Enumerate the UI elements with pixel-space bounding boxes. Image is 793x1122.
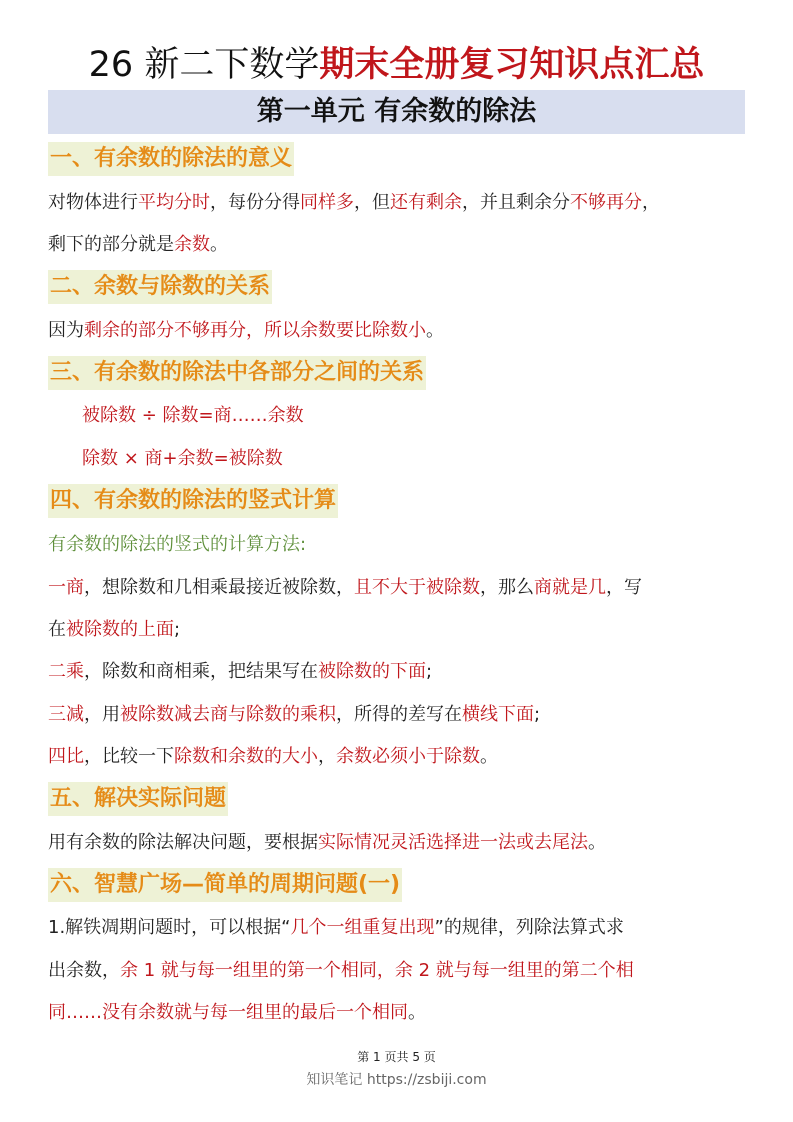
highlight-span: 还有剩余 <box>390 192 462 213</box>
section-4-line-4 <box>48 701 540 729</box>
text-span: 。 <box>480 746 498 767</box>
section-4-line-2 <box>48 616 180 644</box>
text-span: 1.解铁凋期问题时，可以根据“ <box>48 917 291 938</box>
title-prefix: 26 新二下数学 <box>88 45 320 85</box>
section-1-line-2 <box>48 231 228 259</box>
text-span: ，所得的差写在 <box>336 704 462 725</box>
highlight-span: 剩余的部分不够再分，所以余数要比除数小 <box>84 320 426 341</box>
text-span: 对物体进行 <box>48 192 138 213</box>
highlight-span: 平均分时 <box>138 192 210 213</box>
text-span: 在 <box>48 619 66 640</box>
section-4-line-1 <box>48 574 642 602</box>
method-intro: 有余数的除法的竖式的计算方法: <box>48 534 307 555</box>
highlight-span: 二乘 <box>48 661 84 682</box>
text-span: ; <box>426 661 433 682</box>
text-span: 剩下的部分就是 <box>48 234 174 255</box>
text-span: ，用 <box>84 704 120 725</box>
title-highlight: 期末全册复习知识点汇总 <box>319 45 705 85</box>
highlight-span: 余数必须小于除数 <box>336 746 480 767</box>
text-span: 。 <box>408 1002 426 1023</box>
highlight-span: 余数 <box>174 234 210 255</box>
section-4-line-3 <box>48 658 432 686</box>
section-heading-5: 五、解决实际问题 <box>48 782 228 816</box>
highlight-span: 三减 <box>48 704 84 725</box>
text-span: ，除数和商相乘，把结果写在 <box>84 661 318 682</box>
highlight-span: 余 1 就与每一组里的第一个相同，余 2 就与每一组里的第二个相 <box>120 960 634 981</box>
formula-2: 除数 × 商+余数=被除数 <box>82 448 283 469</box>
section-heading-6: 六、智慧广场—简单的周期问题(一) <box>48 868 402 902</box>
section-2-line-1 <box>48 317 444 345</box>
text-span: ，每份分得 <box>210 192 300 213</box>
page-number: 第 1 页共 5 页 <box>357 1050 436 1064</box>
section-5-line-1 <box>48 829 606 857</box>
section-heading-3: 三、有余数的除法中各部分之间的关系 <box>48 356 426 390</box>
text-span: 用有余数的除法解决问题，要根据 <box>48 832 318 853</box>
highlight-span: 被除数的下面 <box>318 661 426 682</box>
text-span: ”的规律，列除法算式求 <box>434 917 624 938</box>
unit-title: 第一单元 有余数的除法 <box>48 90 745 134</box>
text-span: ，并且剩余分 <box>462 192 570 213</box>
highlight-span: 实际情况灵活选择进一法或去尾法 <box>318 832 588 853</box>
text-span: ，想除数和几相乘最接近被除数， <box>84 577 354 598</box>
page-title <box>0 40 793 90</box>
highlight-span: 不够再分 <box>570 192 642 213</box>
text-span: ; <box>534 704 541 725</box>
text-span: ， <box>642 192 660 213</box>
text-span: ，比较一下 <box>84 746 174 767</box>
highlight-span: 被除数的上面 <box>66 619 174 640</box>
section-6-line-1 <box>48 914 624 942</box>
highlight-span: 商就是几 <box>534 577 606 598</box>
text-span: 因为 <box>48 320 84 341</box>
highlight-span: 被除数减去商与除数的乘积 <box>120 704 336 725</box>
section-6-line-3 <box>48 999 426 1027</box>
highlight-span: 同样多 <box>300 192 354 213</box>
section-4-line-5 <box>48 743 498 771</box>
section-heading-2: 二、余数与除数的关系 <box>48 270 272 304</box>
section-6-line-2 <box>48 957 634 985</box>
text-span: ，但 <box>354 192 390 213</box>
highlight-span: 同……没有余数就与每一组里的最后一个相同 <box>48 1002 408 1023</box>
text-span: 。 <box>588 832 606 853</box>
text-span: ; <box>174 619 181 640</box>
text-span: 。 <box>426 320 444 341</box>
section-heading-4: 四、有余数的除法的竖式计算 <box>48 484 338 518</box>
text-span: ，写 <box>606 577 642 598</box>
text-span: ，那么 <box>480 577 534 598</box>
section-1-line-1 <box>48 189 660 217</box>
highlight-span: 横线下面 <box>462 704 534 725</box>
highlight-span: 一商 <box>48 577 84 598</box>
text-span: ， <box>318 746 336 767</box>
highlight-span: 四比 <box>48 746 84 767</box>
section-heading-1: 一、有余数的除法的意义 <box>48 142 294 176</box>
highlight-span: 且不大于被除数 <box>354 577 480 598</box>
text-span: 出余数， <box>48 960 120 981</box>
highlight-span: 几个一组重复出现 <box>290 917 435 938</box>
site-watermark: 知识笔记 https://zsbiji.com <box>306 1072 487 1088</box>
formula-1: 被除数 ÷ 除数=商……余数 <box>82 405 304 426</box>
text-span: 。 <box>210 234 228 255</box>
highlight-span: 除数和余数的大小 <box>174 746 318 767</box>
